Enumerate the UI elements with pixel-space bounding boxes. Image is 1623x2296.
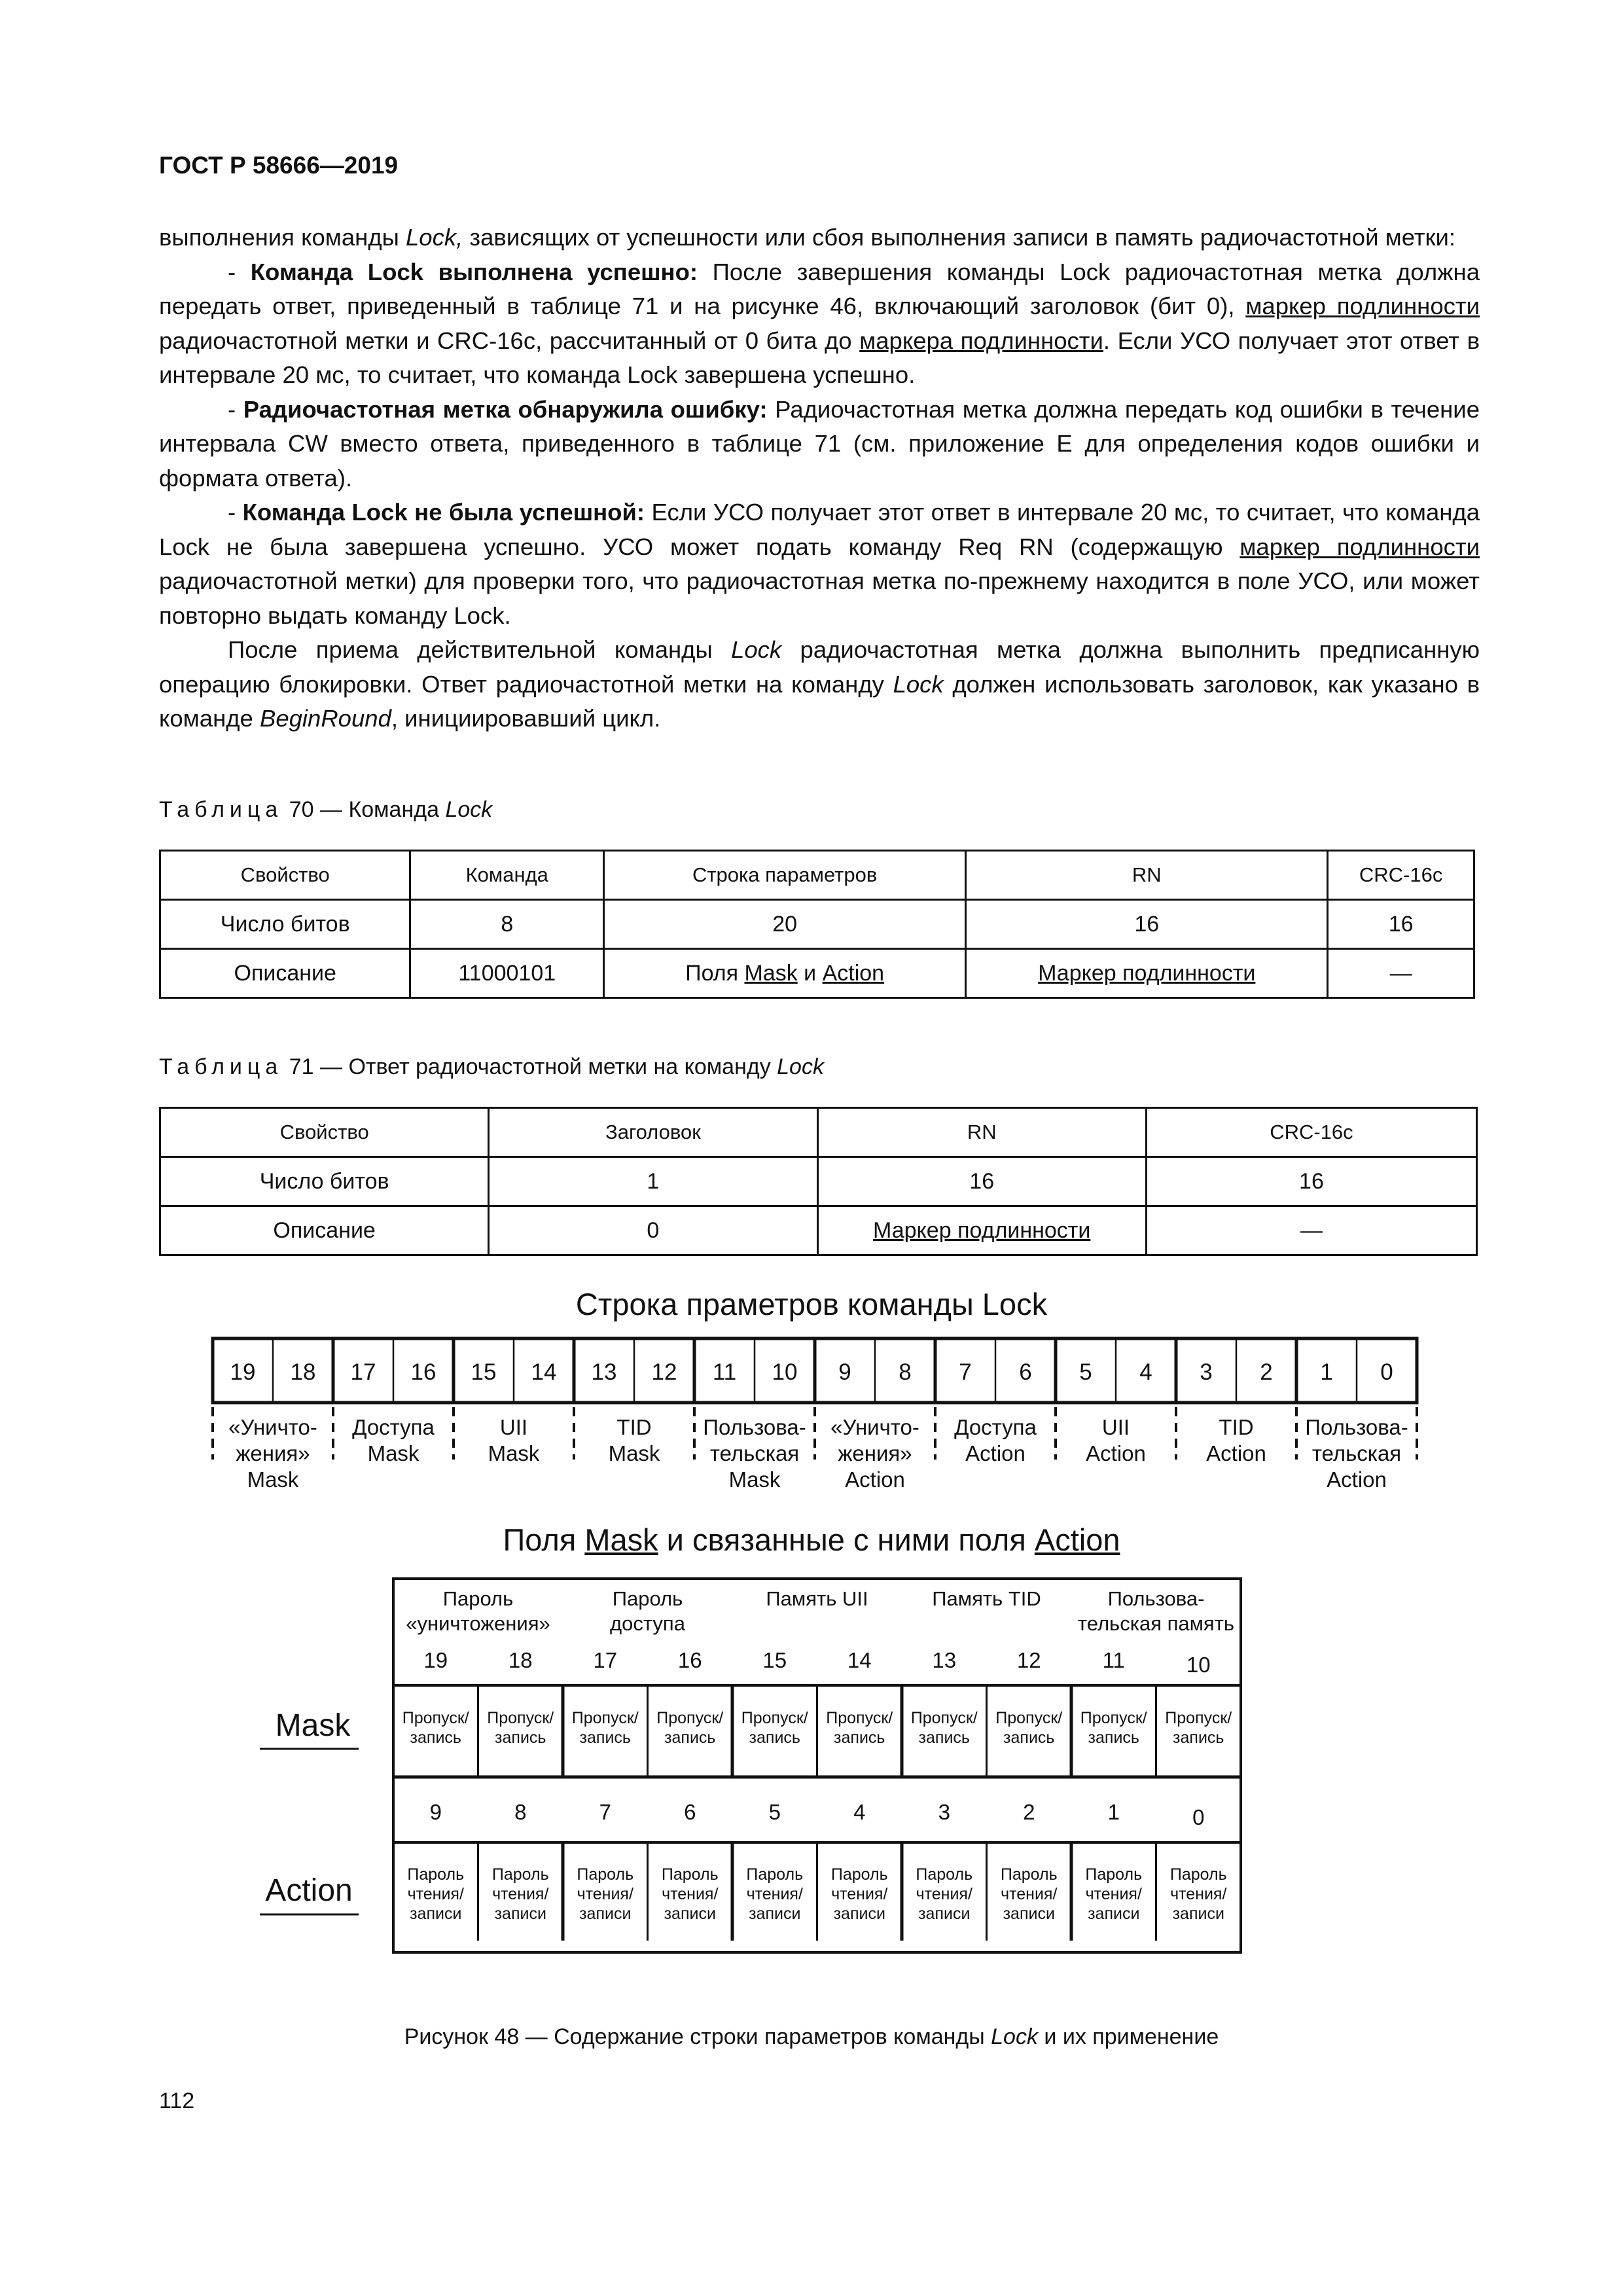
mask-cell-text: запись	[1003, 1729, 1055, 1747]
field-group-label: Action	[1327, 1467, 1387, 1492]
table-header-cell: Заголовок	[489, 1108, 817, 1157]
bit-number: 15	[471, 1359, 497, 1385]
field-group-label: Action	[1206, 1441, 1266, 1465]
mask-cell-text: запись	[1173, 1729, 1224, 1747]
bit-number: 8	[899, 1359, 912, 1385]
action-cell-text: записи	[494, 1905, 546, 1923]
field-group-label: «Уничто-	[228, 1415, 317, 1439]
action-bit-number: 6	[684, 1800, 696, 1824]
field-group-label: Пользова-	[703, 1415, 806, 1439]
field-group-label: Доступа	[954, 1415, 1037, 1439]
bit-number: 0	[1380, 1359, 1393, 1385]
table-cell: Описание	[160, 949, 410, 998]
table-cell: Описание	[160, 1206, 489, 1255]
mask-bit-number: 10	[1186, 1653, 1211, 1677]
field-group-label: Mask	[728, 1467, 781, 1492]
field-group-label: тельская	[709, 1441, 800, 1465]
column-group-header: Пароль	[612, 1587, 683, 1610]
page-number: 112	[159, 2089, 195, 2113]
column-group-header: «уничтожения»	[406, 1612, 550, 1635]
figure-title-parameters: Строка праметров команды Lock	[575, 1287, 1048, 1321]
figure-caption: Рисунок 48 — Содержание строки параметров команды Lock и их применение	[404, 2024, 1219, 2049]
table-cell: —	[1328, 949, 1474, 998]
action-bit-number: 2	[1023, 1800, 1035, 1824]
field-group-label: Пользова-	[1305, 1415, 1408, 1439]
table-cell: 16	[1146, 1157, 1476, 1206]
action-cell-text: записи	[410, 1905, 462, 1923]
bit-number: 16	[410, 1359, 437, 1385]
column-group-header: Пароль	[442, 1587, 514, 1610]
action-cell-text: Пароль	[1000, 1865, 1058, 1884]
table-cell: 1	[489, 1157, 817, 1206]
mask-bit-number: 15	[762, 1648, 787, 1672]
mask-cell-text: Пропуск/	[826, 1709, 893, 1727]
field-group-label: TID	[1219, 1415, 1254, 1439]
table-cell: —	[1146, 1206, 1476, 1255]
action-cell-text: записи	[749, 1905, 801, 1923]
bit-number: 19	[230, 1359, 256, 1385]
table-cell: 16	[1328, 900, 1474, 949]
bit-number: 3	[1200, 1359, 1213, 1385]
action-bit-number: 5	[768, 1800, 781, 1824]
mask-cell-text: Пропуск/	[402, 1709, 469, 1727]
action-cell-text: записи	[833, 1905, 885, 1923]
mask-cell-text: Пропуск/	[995, 1709, 1063, 1727]
bit-number: 18	[290, 1359, 316, 1385]
field-group-label: жения»	[838, 1441, 912, 1465]
mask-cell-text: Пропуск/	[910, 1709, 978, 1727]
mask-bit-number: 19	[423, 1648, 448, 1672]
mask-cell-text: Пропуск/	[571, 1709, 639, 1727]
field-group-label: Action	[845, 1467, 905, 1492]
list-item-success: - Команда Lock выполнена успешно: После завершения команды Lock радиочастотная метка должна передать ответ, приведенный в таблице 71 и на рисунке 46, включающий заголовок (бит 0), маркер подлинности радиочастотной метки и CRC-16c, рассчитанный от 0 бита до маркера подлинности. Если УСО получает этот ответ в интервале 20 мс, то считает, что команда Lock завершена успешно.	[159, 258, 1480, 388]
mask-cell-text: Пропуск/	[487, 1709, 554, 1727]
action-cell-text: Пароль	[1085, 1865, 1143, 1884]
table-header-cell: Свойство	[160, 851, 410, 900]
bit-number: 2	[1260, 1359, 1273, 1385]
column-group-header: Память TID	[932, 1587, 1041, 1610]
mask-cell-text: запись	[579, 1729, 631, 1747]
table-cell: Маркер подлинности	[817, 1206, 1146, 1255]
table-71-caption: Таблица 71 — Ответ радиочастотной метки на команду Lock	[159, 1054, 824, 1079]
action-cell-text: чтения/	[1085, 1885, 1142, 1903]
action-cell-text: чтения/	[1170, 1885, 1227, 1903]
table-cell: Поля Mask и Action	[604, 949, 966, 998]
mask-cell-text: запись	[1088, 1729, 1139, 1747]
figure-title-mask-action: Поля Mask и связанные с ними поля Action	[503, 1522, 1120, 1557]
action-cell-text: Пароль	[830, 1865, 888, 1884]
field-group-label: UII	[1101, 1415, 1130, 1439]
table-cell: Маркер подлинности	[966, 949, 1328, 998]
bit-number: 13	[591, 1359, 617, 1385]
table-cell: 0	[489, 1206, 817, 1255]
field-group-label: TID	[616, 1415, 652, 1439]
list-item-failure: - Команда Lock не была успешной: Если УСО получает этот ответ в интервале 20 мс, то считает, что команда Lock не была завершена успешно. УСО может подать команду Req RN (содержащую маркер подлинности радиочастотной метки) для проверки того, что радиочастотная метка по-прежнему находится в поле УСО, или может повторно выдать команду Lock.	[159, 499, 1480, 629]
field-group-label: Mask	[608, 1441, 660, 1465]
mask-bit-number: 17	[593, 1648, 618, 1672]
table-cell: Число битов	[160, 900, 410, 949]
column-group-header: доступа	[610, 1612, 685, 1635]
mask-cell-text: Пропуск/	[656, 1709, 724, 1727]
table-header-cell: Строка параметров	[604, 851, 966, 900]
bit-number: 7	[959, 1359, 972, 1385]
field-group-label: Mask	[367, 1441, 419, 1465]
action-cell-text: чтения/	[916, 1885, 972, 1903]
action-bit-number: 7	[599, 1800, 611, 1824]
field-group-label: Mask	[247, 1467, 299, 1492]
table-cell: 8	[410, 900, 604, 949]
action-cell-text: чтения/	[577, 1885, 633, 1903]
mask-cell-text: Пропуск/	[741, 1709, 808, 1727]
field-group-label: Action	[1086, 1441, 1146, 1465]
action-cell-text: Пароль	[661, 1865, 719, 1884]
bit-number: 9	[838, 1359, 851, 1385]
field-group-label: жения»	[236, 1441, 310, 1465]
field-group-label: «Уничто-	[830, 1415, 919, 1439]
bit-number: 11	[712, 1359, 737, 1385]
bit-number: 12	[651, 1359, 677, 1385]
column-group-header: Пользова-	[1107, 1587, 1205, 1610]
action-cell-text: чтения/	[662, 1885, 719, 1903]
mask-cell-text: запись	[410, 1729, 461, 1747]
field-group-label: UII	[499, 1415, 528, 1439]
mask-cell-text: Пропуск/	[1165, 1709, 1232, 1727]
action-cell-text: чтения/	[831, 1885, 888, 1903]
mask-bit-number: 14	[847, 1648, 872, 1672]
action-cell-text: записи	[918, 1905, 971, 1923]
bit-number: 10	[772, 1359, 798, 1385]
action-bit-number: 3	[938, 1800, 950, 1824]
table-70-caption: Таблица 70 — Команда Lock	[159, 797, 493, 822]
table-header-cell: RN	[966, 851, 1328, 900]
action-cell-text: Пароль	[916, 1865, 973, 1884]
mask-bit-number: 12	[1016, 1648, 1041, 1672]
table-header-cell: Свойство	[160, 1108, 489, 1157]
column-group-header: Память UII	[766, 1587, 868, 1610]
table-cell: 16	[966, 900, 1328, 949]
table-cell: Число битов	[160, 1157, 489, 1206]
action-cell-text: Пароль	[1169, 1865, 1227, 1884]
mask-cell-text: запись	[918, 1729, 970, 1747]
paragraph-after-lock: После приема действительной команды Lock радиочастотная метка должна выполнить предписанную операцию блокировки. Ответ радиочастотной метки на команду Lock должен использовать заголовок, как указано в команде BeginRound, инициировавший цикл.	[159, 636, 1480, 732]
bit-number: 5	[1079, 1359, 1092, 1385]
bit-number: 1	[1320, 1359, 1333, 1385]
mask-bit-number: 11	[1102, 1648, 1125, 1672]
mask-row-label: Mask	[275, 1708, 351, 1743]
mask-cell-text: запись	[834, 1729, 885, 1747]
action-bit-number: 1	[1107, 1800, 1120, 1824]
action-row-label: Action	[265, 1873, 353, 1908]
mask-bit-number: 13	[932, 1648, 957, 1672]
mask-bit-number: 18	[508, 1648, 533, 1672]
action-cell-text: записи	[1003, 1905, 1055, 1923]
action-cell-text: Пароль	[491, 1865, 549, 1884]
paragraph-intro: выполнения команды Lock, зависящих от успешности или сбоя выполнения записи в память радиочастотной метки:	[159, 224, 1455, 251]
field-group-label: Mask	[488, 1441, 540, 1465]
action-cell-text: Пароль	[577, 1865, 634, 1884]
standard-header: ГОСТ Р 58666—2019	[159, 152, 399, 179]
list-item-error: - Радиочастотная метка обнаружила ошибку: Радиочастотная метка должна передать код ошибки в течение интервала CW вместо ответа, приведенного в таблице 71 (см. приложение Е для определения кодов ошибки и формата ответа).	[159, 395, 1480, 492]
action-cell-text: чтения/	[746, 1885, 803, 1903]
mask-cell-text: запись	[495, 1729, 546, 1747]
mask-cell-text: запись	[664, 1729, 716, 1747]
action-cell-text: чтения/	[407, 1885, 464, 1903]
action-bit-number: 0	[1192, 1805, 1205, 1829]
field-group-label: тельская	[1311, 1441, 1402, 1465]
action-cell-text: записи	[1172, 1905, 1224, 1923]
mask-cell-text: Пропуск/	[1080, 1709, 1147, 1727]
action-cell-text: записи	[1088, 1905, 1140, 1923]
bit-number: 17	[350, 1359, 376, 1385]
table-header-cell: CRC-16c	[1146, 1108, 1476, 1157]
table-header-cell: Команда	[410, 851, 604, 900]
action-cell-text: записи	[664, 1905, 716, 1923]
action-cell-text: чтения/	[1001, 1885, 1058, 1903]
bit-number: 4	[1139, 1359, 1152, 1385]
table-header-cell: RN	[817, 1108, 1146, 1157]
action-cell-text: Пароль	[407, 1865, 465, 1884]
action-cell-text: Пароль	[746, 1865, 804, 1884]
bit-number: 14	[531, 1359, 557, 1385]
action-cell-text: записи	[579, 1905, 632, 1923]
table-cell: 20	[604, 900, 966, 949]
table-cell: 16	[817, 1157, 1146, 1206]
action-bit-number: 8	[514, 1800, 527, 1824]
field-group-label: Доступа	[352, 1415, 435, 1439]
action-bit-number: 9	[429, 1800, 442, 1824]
action-cell-text: чтения/	[492, 1885, 549, 1903]
column-group-header: тельская память	[1077, 1612, 1235, 1635]
mask-bit-number: 16	[677, 1648, 702, 1672]
mask-cell-text: запись	[749, 1729, 800, 1747]
table-cell: 11000101	[410, 949, 604, 998]
field-group-label: Action	[965, 1441, 1026, 1465]
action-bit-number: 4	[853, 1800, 866, 1824]
table-header-cell: CRC-16c	[1328, 851, 1474, 900]
bit-number: 6	[1019, 1359, 1032, 1385]
